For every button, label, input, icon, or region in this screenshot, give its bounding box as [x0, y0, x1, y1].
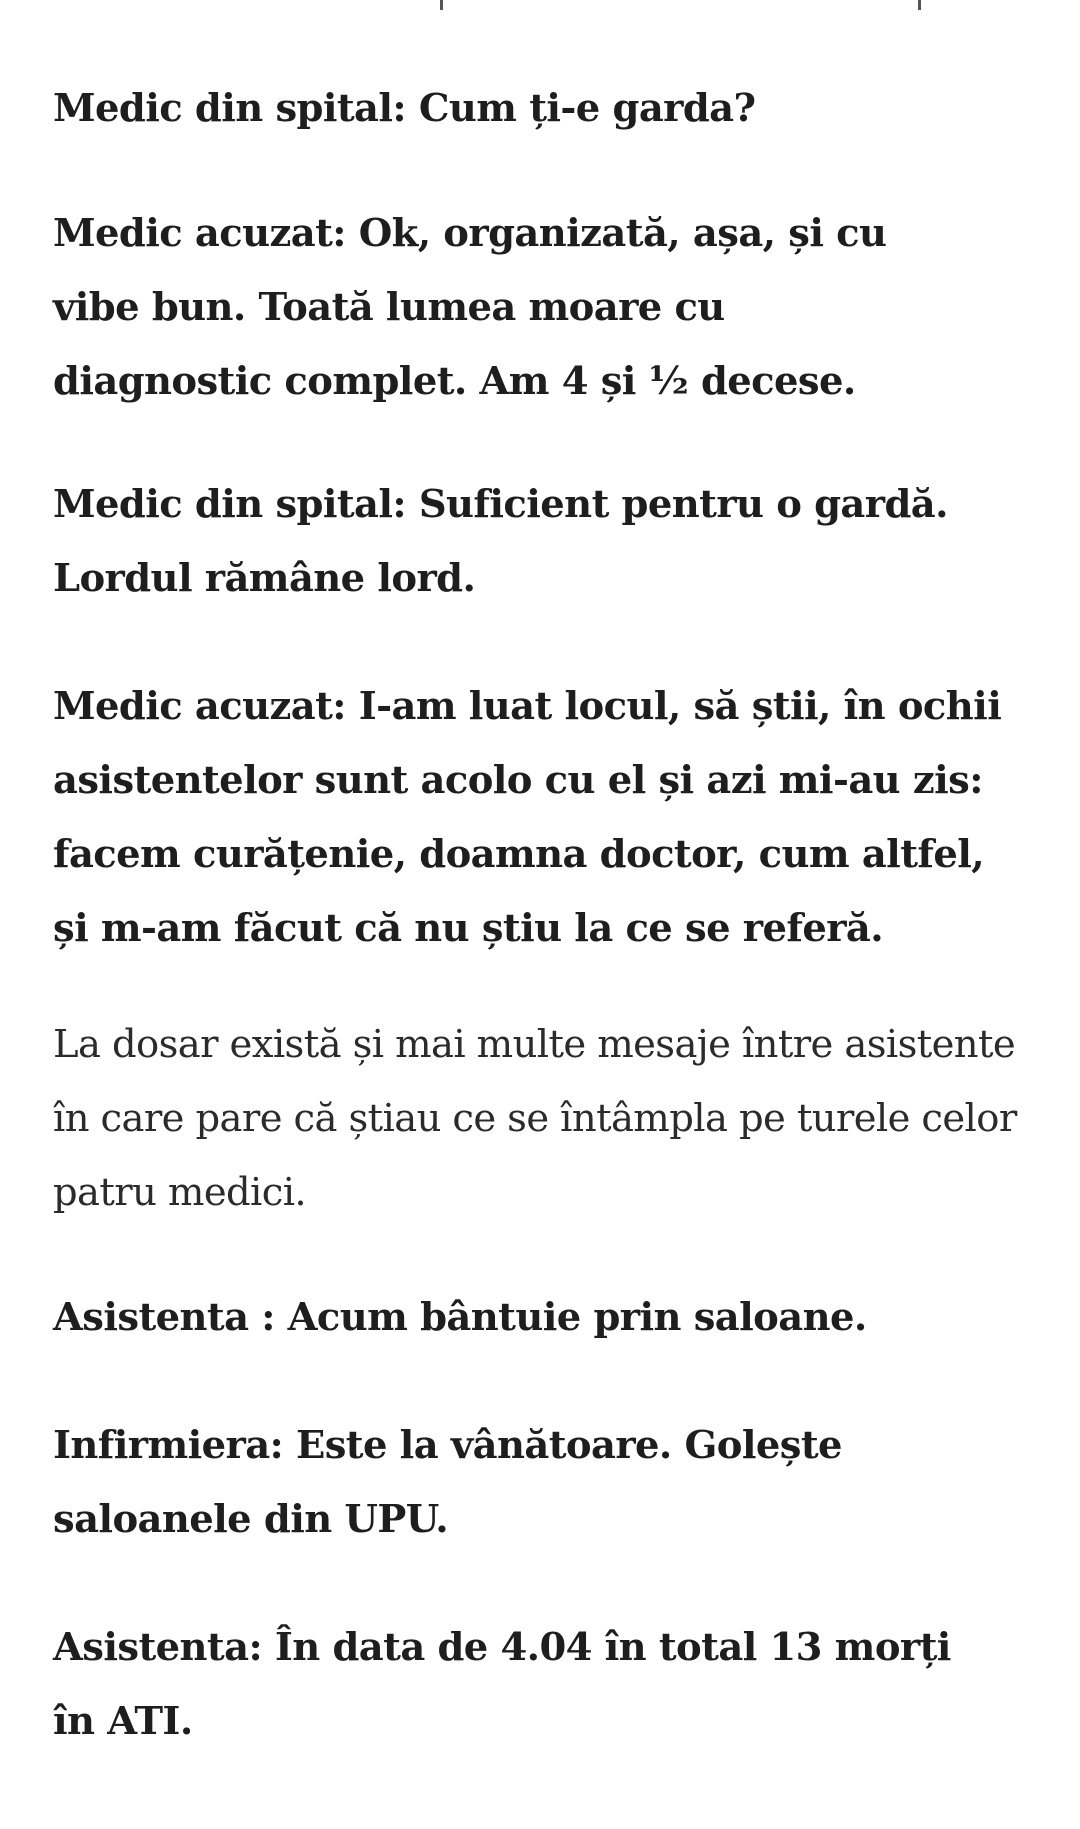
chat-line-accused-doctor-nurses: Medic acuzat: I-am luat locul, să știi, în ochii asistentelor sunt acolo cu el și azi mi-au zis: facem curățenie, doamna doctor, cum altfel, și m-am făcut că nu știu la ce se referă.: [53, 684, 1002, 951]
chat-line-accused-doctor-reply: Medic acuzat: Ok, organizată, așa, și cu vibe bun. Toată lumea moare cu diagnostic complet. Am 4 și ½ decese.: [53, 211, 887, 404]
glyph-fragment: [918, 0, 921, 10]
article-body: [53, 0, 1028, 1744]
chat-line-nurse: Asistenta : Acum bântuie prin saloane.: [53, 1295, 867, 1340]
previous-line-fragment: [53, 0, 1028, 20]
chat-line-nurse-deaths: Asistenta: În data de 4.04 în total 13 morți în ATI.: [53, 1625, 951, 1744]
glyph-fragment: [440, 0, 443, 10]
chat-line-orderly: Infirmiera: Este la vânătoare. Golește saloanele din UPU.: [53, 1423, 842, 1542]
chat-line-doctor-answer: Medic din spital: Suficient pentru o gardă. Lordul rămâne lord.: [53, 482, 948, 601]
chat-line-doctor-question: Medic din spital: Cum ți-e garda?: [53, 86, 756, 131]
narrative-paragraph: La dosar există și mai multe mesaje între asistente în care pare că știau ce se întâmpla pe turele celor patru medici.: [53, 1022, 1017, 1215]
